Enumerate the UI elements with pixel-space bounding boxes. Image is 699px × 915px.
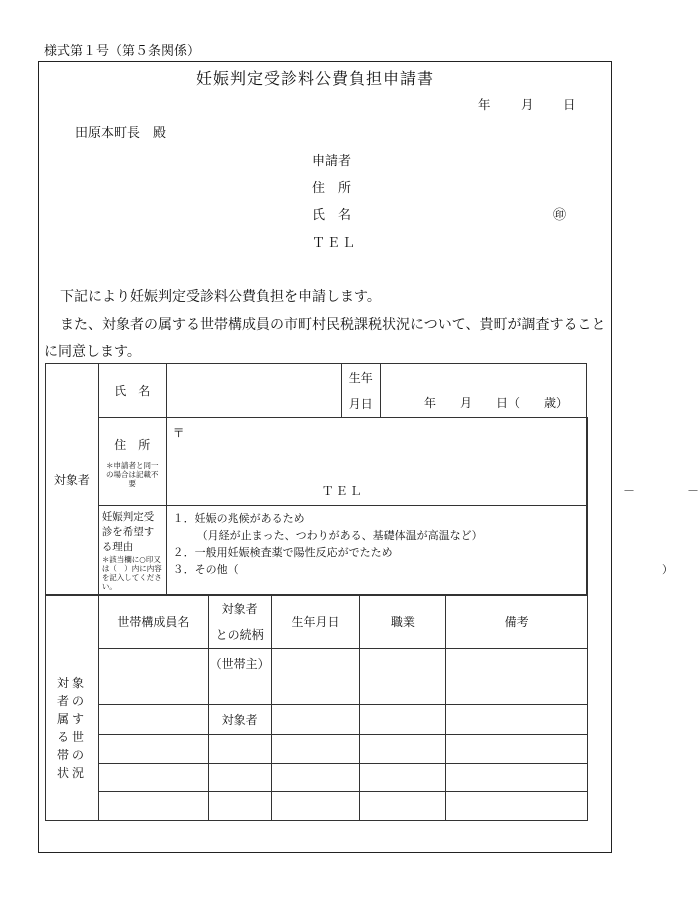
relation-cell: 対象者: [208, 705, 271, 735]
date-month-label: 月: [521, 97, 534, 112]
subject-name-field[interactable]: [166, 364, 341, 418]
occupation-field[interactable]: [360, 649, 446, 705]
addressee: 田原本町長 殿: [75, 126, 167, 141]
member-name-field[interactable]: [98, 792, 208, 821]
subject-section-label: 対象者: [46, 364, 99, 596]
table-row: [46, 705, 588, 735]
reason-note: ＊該当欄に○印又は（ ）内に内容を記入してください。: [101, 555, 162, 591]
tel-dash-1: －: [623, 484, 636, 498]
birth-field[interactable]: [271, 705, 360, 735]
reason-3: ３．その他（: [172, 563, 239, 576]
occupation-field[interactable]: [360, 792, 446, 821]
member-name-field[interactable]: [98, 764, 208, 792]
reason-field[interactable]: [166, 506, 586, 596]
member-name-field[interactable]: [98, 705, 208, 735]
relation-cell: （世帯主）: [208, 649, 271, 705]
birth-field[interactable]: [271, 649, 360, 705]
applicant-address-label: 住 所: [312, 181, 352, 196]
reason-field-end[interactable]: [587, 506, 673, 596]
birth-field[interactable]: [271, 792, 360, 821]
table-row: [46, 792, 588, 821]
remarks-field[interactable]: [446, 649, 588, 705]
remarks-field[interactable]: [446, 792, 588, 821]
applicant-tel-label: ＴＥＬ: [312, 236, 358, 251]
member-name-field[interactable]: [98, 735, 208, 764]
applicant-name-label: 氏 名: [312, 208, 352, 223]
subject-address-label-cell: [98, 418, 166, 506]
form-id: 様式第１号（第５条関係）: [44, 44, 201, 59]
date-year-label: 年: [478, 97, 491, 112]
tel-dash-2: －: [687, 484, 699, 498]
body-line-1: 下記により妊娠判定受診料公費負担を申請します。: [60, 289, 381, 305]
remarks-field[interactable]: [446, 764, 588, 792]
household-section-label: 対象者の属する世帯の状況: [46, 595, 99, 821]
body-line-3: に同意します。: [44, 344, 141, 360]
date-day-label: 日: [563, 97, 576, 112]
occupation-field[interactable]: [360, 735, 446, 764]
subject-address-note: ＊申請者と同一の場合は記載不要: [105, 460, 159, 488]
header-occupation: 職業: [360, 595, 446, 649]
occupation-field[interactable]: [360, 764, 446, 792]
form-title: 妊娠判定受診料公費負担申請書: [195, 69, 434, 88]
subject-address-label: 住 所: [114, 437, 151, 452]
subject-tel-field[interactable]: [587, 418, 699, 506]
body-line-2: また、対象者の属する世帯構成員の市町村民税課税状況について、貴町が調査すること: [60, 317, 606, 333]
subject-birth-label: 生年 月日: [341, 364, 380, 418]
subject-birth-field[interactable]: 年 月 日（ 歳）: [380, 364, 586, 418]
subject-table: [45, 363, 699, 596]
reason-3-close: ）: [662, 563, 673, 576]
postal-mark: 〒: [172, 426, 185, 440]
member-name-field[interactable]: [98, 649, 208, 705]
reason-label: 妊娠判定受診を希望する理由: [101, 511, 155, 553]
header-birth: 生年月日: [271, 595, 360, 649]
household-table: [45, 594, 588, 821]
table-row: [46, 735, 588, 764]
subject-tel-label: ＴＥＬ: [321, 484, 364, 498]
relation-field[interactable]: [208, 764, 271, 792]
header-relation: 対象者 との続柄: [208, 595, 271, 649]
remarks-field[interactable]: [446, 735, 588, 764]
subject-name-label: 氏 名: [98, 364, 166, 418]
header-remarks: 備考: [446, 595, 588, 649]
birth-field[interactable]: [271, 764, 360, 792]
reason-1-detail: （月経が止まった、つわりがある、基礎体温が高温など）: [196, 529, 483, 542]
birth-field[interactable]: [271, 735, 360, 764]
subject-address-field[interactable]: [166, 418, 586, 506]
occupation-field[interactable]: [360, 705, 446, 735]
table-row: [46, 649, 588, 705]
reason-1: １．妊娠の兆候があるため: [172, 512, 305, 525]
remarks-field[interactable]: [446, 705, 588, 735]
relation-field[interactable]: [208, 735, 271, 764]
seal-mark: ㊞: [553, 208, 567, 223]
table-row: [46, 764, 588, 792]
applicant-label: 申請者: [312, 154, 352, 169]
reason-2: ２．一般用妊娠検査薬で陽性反応がでたため: [172, 546, 393, 559]
header-member-name: 世帯構成員名: [98, 595, 208, 649]
relation-field[interactable]: [208, 792, 271, 821]
reason-label-cell: [98, 506, 166, 596]
